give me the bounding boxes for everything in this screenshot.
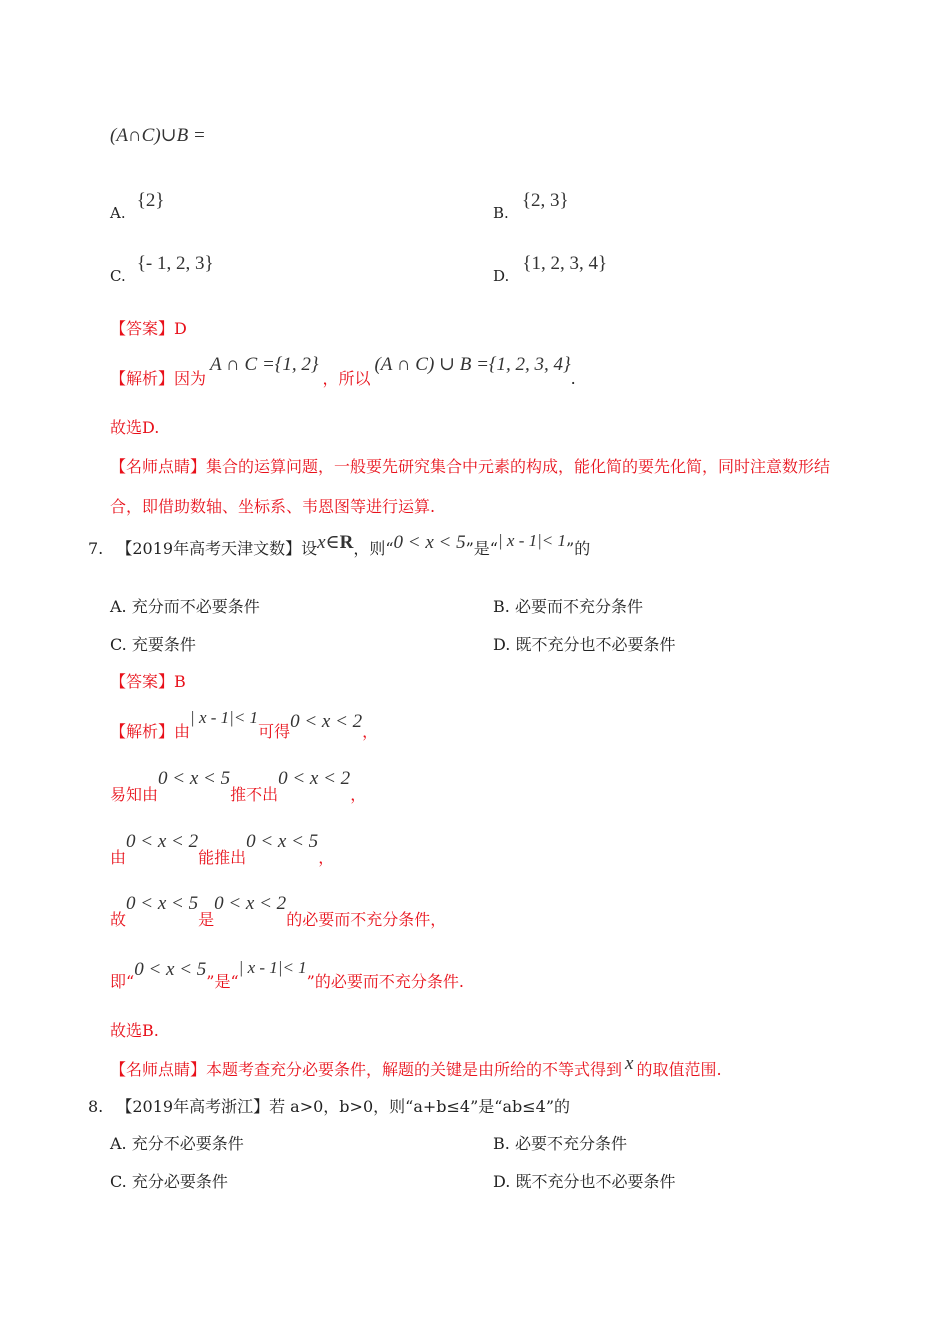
analysis-text: 是 (198, 910, 215, 929)
stem-text: ”的 (566, 539, 591, 558)
q7-analysis-line5 (110, 958, 464, 993)
q7-choose: 故选B. (110, 1021, 159, 1040)
analysis-math: (A ∩ C) ∪ B ={1, 2, 3, 4} (374, 354, 571, 375)
option-letter: B. (493, 1134, 510, 1153)
tip-text: 集合的运算问题，一般要先研究集合中元素的构成，能化简的要先化简，同时注意数形结 (206, 457, 831, 476)
stem-text: 设 (301, 539, 318, 558)
analysis-text: ， (350, 785, 367, 804)
analysis-text: 易知由 (110, 785, 159, 804)
option-text: 充分必要条件 (131, 1172, 228, 1191)
answer-value: B (174, 672, 186, 691)
stem-math-x: x (317, 532, 326, 553)
tip-text: 本题考查充分必要条件，解题的关键是由所给的不等式得到 (206, 1060, 623, 1079)
analysis-math: 0 < x < 5 (126, 893, 199, 914)
analysis-math: | x - 1|< 1 (190, 708, 259, 727)
option-text: 必要而不充分条件 (514, 597, 643, 616)
q6-option-a[interactable] (110, 190, 165, 224)
answer-label: 【答案】 (110, 319, 175, 338)
option-letter: B. (493, 597, 510, 616)
tip-label: 【名师点睛】 (110, 457, 207, 476)
q6-expression: (A∩C)∪B = (110, 125, 206, 146)
q7-stem (88, 531, 591, 560)
option-text: 既不充分也不必要条件 (515, 1172, 676, 1191)
answer-value: D (174, 319, 187, 338)
q7-analysis-line2 (110, 768, 367, 806)
stem-math: 0 < x < 5 (393, 532, 466, 553)
q6-choose: 故选D. (110, 418, 160, 437)
q7-answer (110, 669, 186, 692)
analysis-label: 【解析】 (110, 369, 175, 388)
q7-option-d[interactable] (493, 632, 675, 655)
analysis-math: 0 < x < 5 (134, 959, 207, 980)
analysis-text: ，所以 (322, 369, 371, 388)
analysis-text: 由 (110, 848, 127, 867)
q6-option-b[interactable] (493, 190, 569, 224)
analysis-math: 0 < x < 2 (290, 711, 363, 732)
analysis-text: ， (362, 722, 379, 741)
analysis-text: 能推出 (198, 848, 247, 867)
stem-text: ，则“ (353, 539, 394, 558)
q8-option-a[interactable] (110, 1131, 244, 1154)
analysis-math: 0 < x < 2 (278, 768, 351, 789)
analysis-label: 【解析】 (110, 722, 175, 741)
option-letter: B. (493, 204, 509, 222)
q7-option-c[interactable] (110, 632, 196, 655)
stem-text: 若 a>0，b>0，则“a+b≤4”是“ab≤4”的 (269, 1097, 570, 1116)
analysis-math: 0 < x < 2 (126, 831, 199, 852)
question-number: 7. (88, 539, 104, 558)
q8-option-d[interactable] (493, 1169, 675, 1192)
answer-label: 【答案】 (110, 672, 175, 691)
q7-analysis-line1 (110, 708, 379, 743)
analysis-text: ， (318, 848, 335, 867)
analysis-text: 的必要而不充分条件， (286, 910, 447, 929)
q7-option-b[interactable] (493, 594, 643, 617)
stem-text: ”是“ (465, 539, 498, 558)
option-text: 充分不必要条件 (131, 1134, 244, 1153)
option-letter: D. (493, 635, 511, 654)
option-letter: A. (110, 1134, 127, 1153)
option-letter: D. (493, 267, 510, 285)
analysis-text: 因为 (174, 369, 207, 388)
q6-tip-line2: 合，即借助数轴、坐标系、韦恩图等进行运算. (110, 497, 436, 516)
stem-math-r: R (339, 532, 354, 553)
q7-analysis-line4 (110, 893, 447, 931)
option-math: {- 1, 2, 3} (136, 253, 214, 274)
analysis-text: ”是“ (206, 972, 239, 991)
analysis-text: ”的必要而不充分条件. (306, 972, 464, 991)
analysis-math: 0 < x < 5 (246, 831, 319, 852)
q8-option-c[interactable] (110, 1169, 228, 1192)
option-text: 必要不充分条件 (514, 1134, 627, 1153)
q6-tip-line1 (110, 454, 830, 477)
q6-option-d[interactable] (493, 253, 608, 287)
analysis-text: 故 (110, 910, 127, 929)
q8-option-b[interactable] (493, 1131, 627, 1154)
option-text: 充要条件 (131, 635, 196, 654)
tip-text: 的取值范围. (636, 1060, 722, 1079)
analysis-math: 0 < x < 2 (214, 893, 287, 914)
q7-tip (110, 1053, 722, 1081)
question-source: 【2019年高考浙江】 (116, 1097, 270, 1116)
q6-option-c[interactable] (110, 253, 214, 287)
analysis-text: 推不出 (230, 785, 279, 804)
analysis-math: 0 < x < 5 (158, 768, 231, 789)
option-letter: C. (110, 1172, 127, 1191)
option-math: {1, 2, 3, 4} (522, 253, 608, 274)
option-letter: C. (110, 635, 127, 654)
analysis-text: 即“ (110, 972, 135, 991)
tip-math: x (625, 1053, 634, 1074)
option-math: {2, 3} (521, 190, 569, 211)
analysis-period: . (570, 369, 576, 388)
option-text: 充分而不必要条件 (131, 597, 260, 616)
option-letter: C. (110, 267, 126, 285)
analysis-text: 由 (174, 722, 191, 741)
question-number: 8. (88, 1097, 104, 1116)
q7-analysis-line3 (110, 831, 335, 869)
question-source: 【2019年高考天津文数】 (116, 539, 302, 558)
option-letter: D. (493, 1172, 511, 1191)
stem-math-in: ∈ (325, 532, 340, 553)
option-letter: A. (110, 204, 126, 222)
analysis-math: | x - 1|< 1 (238, 958, 307, 977)
q8-stem (88, 1094, 570, 1117)
option-text: 既不充分也不必要条件 (515, 635, 676, 654)
analysis-math: A ∩ C ={1, 2} (210, 354, 319, 375)
tip-label: 【名师点睛】 (110, 1060, 207, 1079)
option-math: {2} (136, 190, 165, 211)
analysis-text: 可得 (258, 722, 291, 741)
q6-answer (110, 316, 187, 339)
stem-math: | x - 1|< 1 (498, 531, 567, 550)
option-letter: A. (110, 597, 127, 616)
q7-option-a[interactable] (110, 594, 260, 617)
q6-analysis (110, 354, 576, 390)
